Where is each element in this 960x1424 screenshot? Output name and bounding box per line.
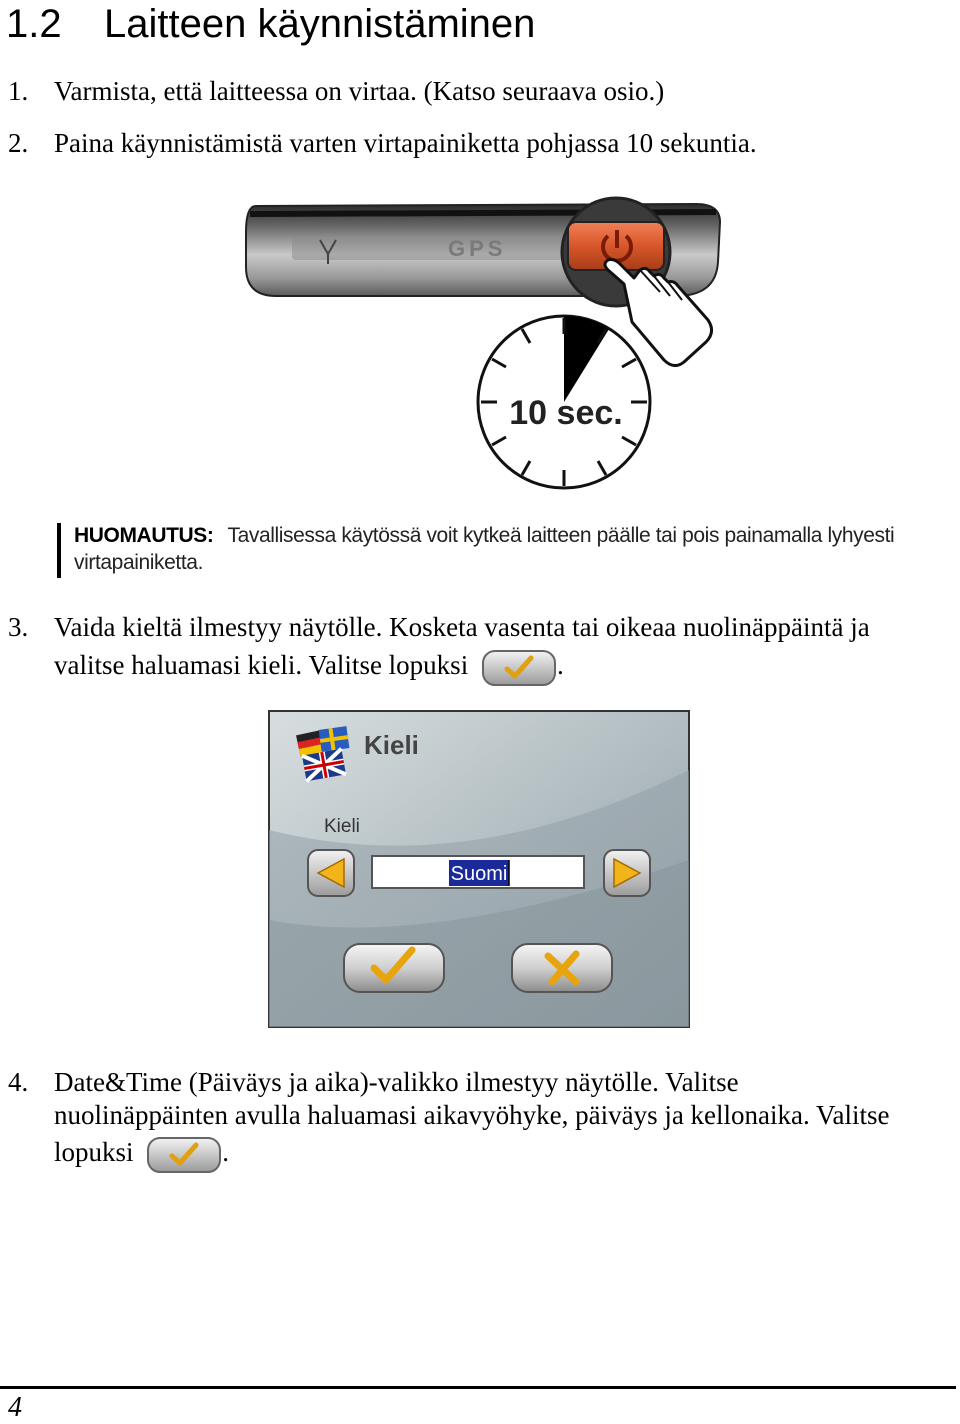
- step-2-number: 2.: [8, 128, 29, 158]
- heading-number: 1.2: [6, 2, 62, 46]
- step-3-line-1: Vaida kieltä ilmestyy näytölle. Kosketa vasenta tai oikeaa nuolinäppäintä ja: [54, 612, 870, 642]
- page-number: 4: [8, 1392, 22, 1423]
- note-label: HUOMAUTUS:: [74, 524, 214, 547]
- note-block: [74, 522, 954, 576]
- ok-button[interactable]: [344, 944, 444, 992]
- step-4-line-2: nuolinäppäinten avulla haluamasi aikavyöhyke, päiväys ja kellonaika. Valitse: [54, 1100, 890, 1130]
- selected-language: Suomi: [450, 863, 508, 885]
- step-3-line-2-text: valitse haluamasi kieli. Valitse lopuksi: [54, 650, 469, 680]
- step-4: [8, 1065, 953, 1175]
- arrow-right-button[interactable]: [604, 850, 650, 896]
- step-4-line-3: [54, 1135, 229, 1174]
- language-screen: [268, 710, 690, 1028]
- step-1-number: 1.: [8, 76, 29, 106]
- language-field-label: Kieli: [324, 816, 360, 837]
- step-3-line-2: [54, 648, 564, 687]
- note-marker: [57, 523, 61, 578]
- heading-title: Laitteen käynnistäminen: [104, 2, 536, 46]
- gps-label: GPS: [448, 236, 507, 261]
- step-4-line-1: Date&Time (Päiväys ja aika)-valikko ilmestyy näytölle. Valitse: [54, 1067, 739, 1097]
- page-heading: [6, 0, 535, 48]
- step-4-line-3-end: .: [222, 1137, 230, 1167]
- timer-dial: [478, 316, 650, 488]
- arrow-left-button[interactable]: [308, 850, 354, 896]
- footer-rule: [0, 1386, 956, 1389]
- step-4-number: 4.: [8, 1067, 29, 1097]
- note-text: Tavallisessa käytössä voit kytkeä laitteen päälle tai pois painamalla lyhyesti virtapainiketta.: [74, 524, 895, 574]
- cancel-button[interactable]: [512, 944, 612, 992]
- inline-ok-button-icon: [481, 649, 557, 687]
- step-2-text: Paina käynnistämistä varten virtapainiketta pohjassa 10 sekuntia.: [54, 128, 757, 158]
- step-4-line-3-text: lopuksi: [54, 1137, 134, 1167]
- step-1-text: Varmista, että laitteessa on virtaa. (Katso seuraava osio.): [54, 76, 665, 106]
- screen-title: Kieli: [364, 730, 419, 760]
- inline-ok-button-icon: [146, 1136, 222, 1174]
- step-3: [8, 610, 953, 690]
- step-3-number: 3.: [8, 612, 29, 642]
- timer-label: 10 sec.: [509, 394, 623, 432]
- step-3-line-2-end: .: [556, 650, 564, 680]
- device-power-illustration: [236, 192, 736, 492]
